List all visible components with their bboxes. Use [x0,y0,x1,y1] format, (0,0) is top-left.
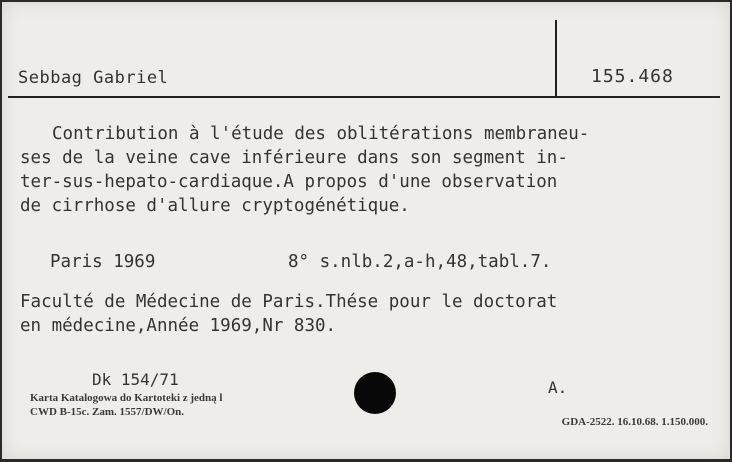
author-name: Sebbag Gabriel [18,68,169,88]
catalog-card [2,2,730,459]
printer-line-2: CWD B-15c. Zam. 1557/DW/On. [30,406,184,418]
title-line-4: de cirrhose d'allure cryptogénétique. [20,196,410,216]
call-number: 155.468 [591,66,674,87]
thesis-note-line-1: Faculté de Médecine de Paris.Thése pour le doctorat [20,292,558,312]
title-line-3: ter-sus-hepato-cardiaque.A propos d'une observation [20,172,558,192]
dk-number: Dk 154/71 [92,370,179,389]
thesis-note-line-2: en médecine,Année 1969,Nr 830. [20,316,337,336]
printer-line-1: Karta Katalogowa do Kartoteki z jedną l [30,392,223,404]
punch-hole [354,372,396,414]
title-line-1: Contribution à l'étude des oblitérations membraneu- [52,124,590,144]
form-code: GDA-2522. 16.10.68. 1.150.000. [561,416,708,428]
mark-a: A. [548,378,568,397]
collation: 8° s.nlb.2,a-h,48,tabl.7. [288,252,552,272]
header-divider [8,96,720,98]
place-year: Paris 1969 [50,252,156,272]
title-line-2: ses de la veine cave inférieure dans son segment in- [20,148,568,168]
header-vertical-divider [555,20,557,96]
